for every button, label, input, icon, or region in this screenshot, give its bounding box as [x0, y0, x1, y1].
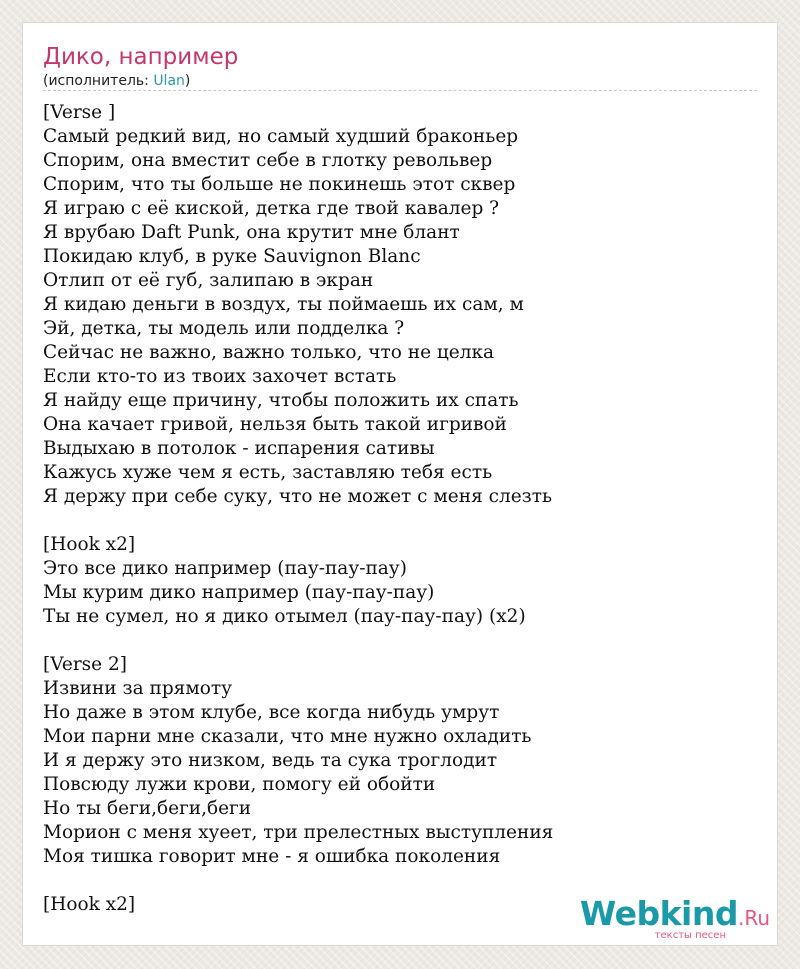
lyrics-line: Повсюду лужи крови, помогу ей обойти	[43, 774, 436, 795]
song-title: Дико, например	[43, 44, 239, 70]
lyrics-line: Кажусь хуже чем я есть, заставляю тебя есть	[43, 462, 493, 483]
lyrics-line: Я играю с её киской, детка где твой кавалер ?	[43, 198, 500, 219]
lyrics-line: Я держу при себе суку, что не может с меня слезть	[43, 486, 553, 507]
lyrics-line: Морион с меня хуеет, три прелестных выступления	[43, 822, 554, 843]
lyrics-line: Мои парни мне сказали, что мне нужно охладить	[43, 726, 532, 747]
divider	[43, 90, 757, 91]
logo-tagline: тексты песен	[654, 930, 726, 941]
artist-link[interactable]: Ulan	[153, 73, 185, 89]
lyrics-line: Ты не сумел, но я дико отымел (пау-пау-пау) (x2)	[43, 606, 526, 627]
lyrics-line: И я держу это низком, ведь та сука троглодит	[43, 750, 498, 771]
lyrics-line: Покидаю клуб, в руке Sauvignon Blanc	[43, 246, 421, 267]
lyrics-line: Сейчас не важно, важно только, что не целка	[43, 342, 495, 363]
artist-line	[43, 72, 190, 90]
lyrics-line: [Hook x2]	[43, 894, 136, 915]
artist-suffix: )	[184, 73, 191, 89]
lyrics-line: Но ты беги,беги,беги	[43, 798, 252, 819]
lyrics-line: Выдыхаю в потолок - испарения сативы	[43, 438, 435, 459]
lyrics-line: Извини за прямоту	[43, 678, 233, 699]
lyrics-line: Но даже в этом клубе, все когда нибудь умрут	[43, 702, 500, 723]
lyrics-blank-line	[43, 869, 553, 893]
lyrics-line: Отлип от её губ, залипаю в экран	[43, 270, 374, 291]
logo-tld: .Ru	[737, 906, 770, 930]
lyrics-line: Я найду еще причину, чтобы положить их спать	[43, 390, 519, 411]
lyrics-line: Если кто-то из твоих захочет встать	[43, 366, 397, 387]
lyrics-line: Она качает гривой, нельзя быть такой игривой	[43, 414, 507, 435]
artist-prefix: (исполнитель:	[43, 73, 154, 89]
lyrics-line: Я врубаю Daft Punk, она крутит мне блант	[43, 222, 460, 243]
lyrics-line: Спорим, она вместит себе в глотку револьвер	[43, 150, 493, 171]
lyrics-blank-line	[43, 509, 553, 533]
lyrics-line: Мы курим дико например (пау-пау-пау)	[43, 582, 435, 603]
lyrics-line: Эй, детка, ты модель или подделка ?	[43, 318, 405, 339]
lyrics-line: [Verse 2]	[43, 654, 127, 675]
logo-name: Webkind	[579, 894, 738, 933]
site-logo[interactable]	[579, 894, 770, 941]
lyrics-line: Моя тишка говорит мне - я ошибка поколения	[43, 846, 501, 867]
lyrics-text	[43, 101, 553, 917]
lyrics-line: Я кидаю деньги в воздух, ты поймаешь их сам, м	[43, 294, 524, 315]
lyrics-line: Самый редкий вид, но самый худший браконьер	[43, 126, 519, 147]
lyrics-blank-line	[43, 629, 553, 653]
lyrics-line: Это все дико например (пау-пау-пау)	[43, 558, 407, 579]
lyrics-line: [Verse ]	[43, 102, 116, 123]
lyrics-line: Спорим, что ты больше не покинешь этот сквер	[43, 174, 516, 195]
lyrics-card	[22, 22, 778, 946]
lyrics-line: [Hook x2]	[43, 534, 136, 555]
